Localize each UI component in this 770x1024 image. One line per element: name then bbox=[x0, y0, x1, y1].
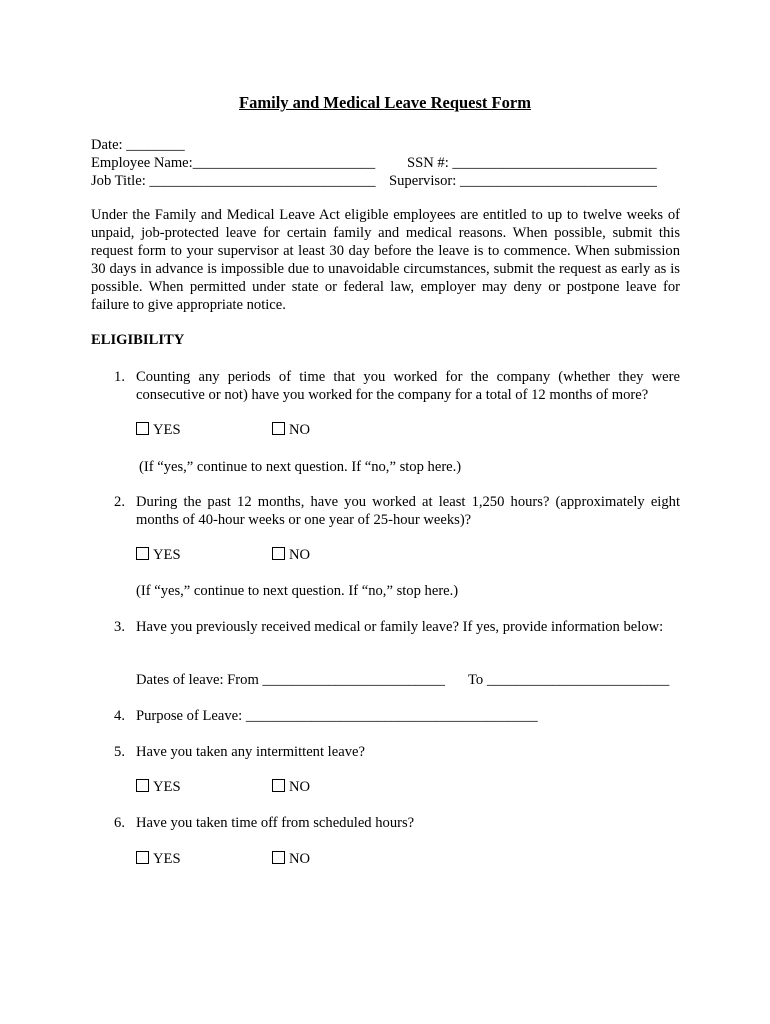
intro-paragraph: Under the Family and Medical Leave Act eligible employees are entitled to up to twelve weeks of unpaid, job-protected leave for certain family and medical reasons. When possible, submit this request form to your supervisor at least 30 day before the leave is to commence. When submission 30 days in advance is impossible due to unavoidable circumstances, submit the request as early as is possible. When permitted under state or federal law, employer may deny or postpone leave for failure to give appropriate notice. bbox=[91, 207, 680, 313]
yes-label: YES bbox=[153, 851, 181, 867]
supervisor-field[interactable]: Supervisor: ___________________________ bbox=[389, 173, 657, 189]
question-number: 2. bbox=[114, 494, 125, 510]
question-6-text: Have you taken time off from scheduled hours? bbox=[136, 815, 415, 831]
no-label: NO bbox=[289, 547, 311, 563]
no-label: NO bbox=[289, 422, 311, 438]
q2-no-checkbox[interactable] bbox=[272, 547, 285, 560]
q6-yes-option[interactable] bbox=[136, 850, 181, 868]
question-number: 3. bbox=[114, 619, 125, 635]
q6-no-option[interactable] bbox=[272, 850, 310, 868]
job-title-field[interactable]: Job Title: _______________________________ bbox=[91, 173, 376, 189]
q2-note: (If “yes,” continue to next question. If “no,” stop here.) bbox=[136, 583, 459, 599]
date-field[interactable]: Date: ________ bbox=[91, 137, 185, 153]
q5-no-checkbox[interactable] bbox=[272, 779, 285, 792]
question-3-text: Have you previously received medical or family leave? If yes, provide information below: bbox=[136, 619, 664, 635]
question-number: 5. bbox=[114, 744, 125, 760]
purpose-of-leave-field[interactable]: Purpose of Leave: ________________________________________ bbox=[136, 708, 538, 724]
q2-yes-option[interactable] bbox=[136, 546, 181, 564]
yes-label: YES bbox=[153, 779, 181, 795]
no-label: NO bbox=[289, 779, 311, 795]
question-number: 4. bbox=[114, 708, 125, 724]
q2-no-option[interactable] bbox=[272, 546, 310, 564]
question-number: 6. bbox=[114, 815, 125, 831]
eligibility-heading: ELIGIBILITY bbox=[91, 332, 185, 348]
q1-yes-checkbox[interactable] bbox=[136, 422, 149, 435]
no-label: NO bbox=[289, 851, 311, 867]
q5-no-option[interactable] bbox=[272, 778, 310, 796]
question-5-text: Have you taken any intermittent leave? bbox=[136, 744, 365, 760]
dates-from-field[interactable]: Dates of leave: From _________________________ bbox=[136, 672, 445, 688]
q5-yes-option[interactable] bbox=[136, 778, 181, 796]
yes-label: YES bbox=[153, 422, 181, 438]
q1-no-option[interactable] bbox=[272, 421, 310, 439]
dates-to-field[interactable]: To _________________________ bbox=[468, 672, 670, 688]
employee-name-field[interactable]: Employee Name:_________________________ bbox=[91, 155, 376, 171]
ssn-field[interactable]: SSN #: ____________________________ bbox=[407, 155, 657, 171]
yes-label: YES bbox=[153, 547, 181, 563]
q6-no-checkbox[interactable] bbox=[272, 851, 285, 864]
q2-yes-checkbox[interactable] bbox=[136, 547, 149, 560]
question-2-text: During the past 12 months, have you worked at least 1,250 hours? (approximately eight months of 40-hour weeks or one year of 25-hour weeks)? bbox=[136, 494, 680, 528]
question-number: 1. bbox=[114, 369, 125, 385]
question-1-text: Counting any periods of time that you worked for the company (whether they were consecutive or not) have you worked for the company for a total of 12 months of more? bbox=[136, 369, 680, 403]
q1-yes-option[interactable] bbox=[136, 421, 181, 439]
q1-note: (If “yes,” continue to next question. If “no,” stop here.) bbox=[139, 459, 462, 475]
q5-yes-checkbox[interactable] bbox=[136, 779, 149, 792]
q6-yes-checkbox[interactable] bbox=[136, 851, 149, 864]
form-title: Family and Medical Leave Request Form bbox=[239, 93, 531, 112]
q1-no-checkbox[interactable] bbox=[272, 422, 285, 435]
